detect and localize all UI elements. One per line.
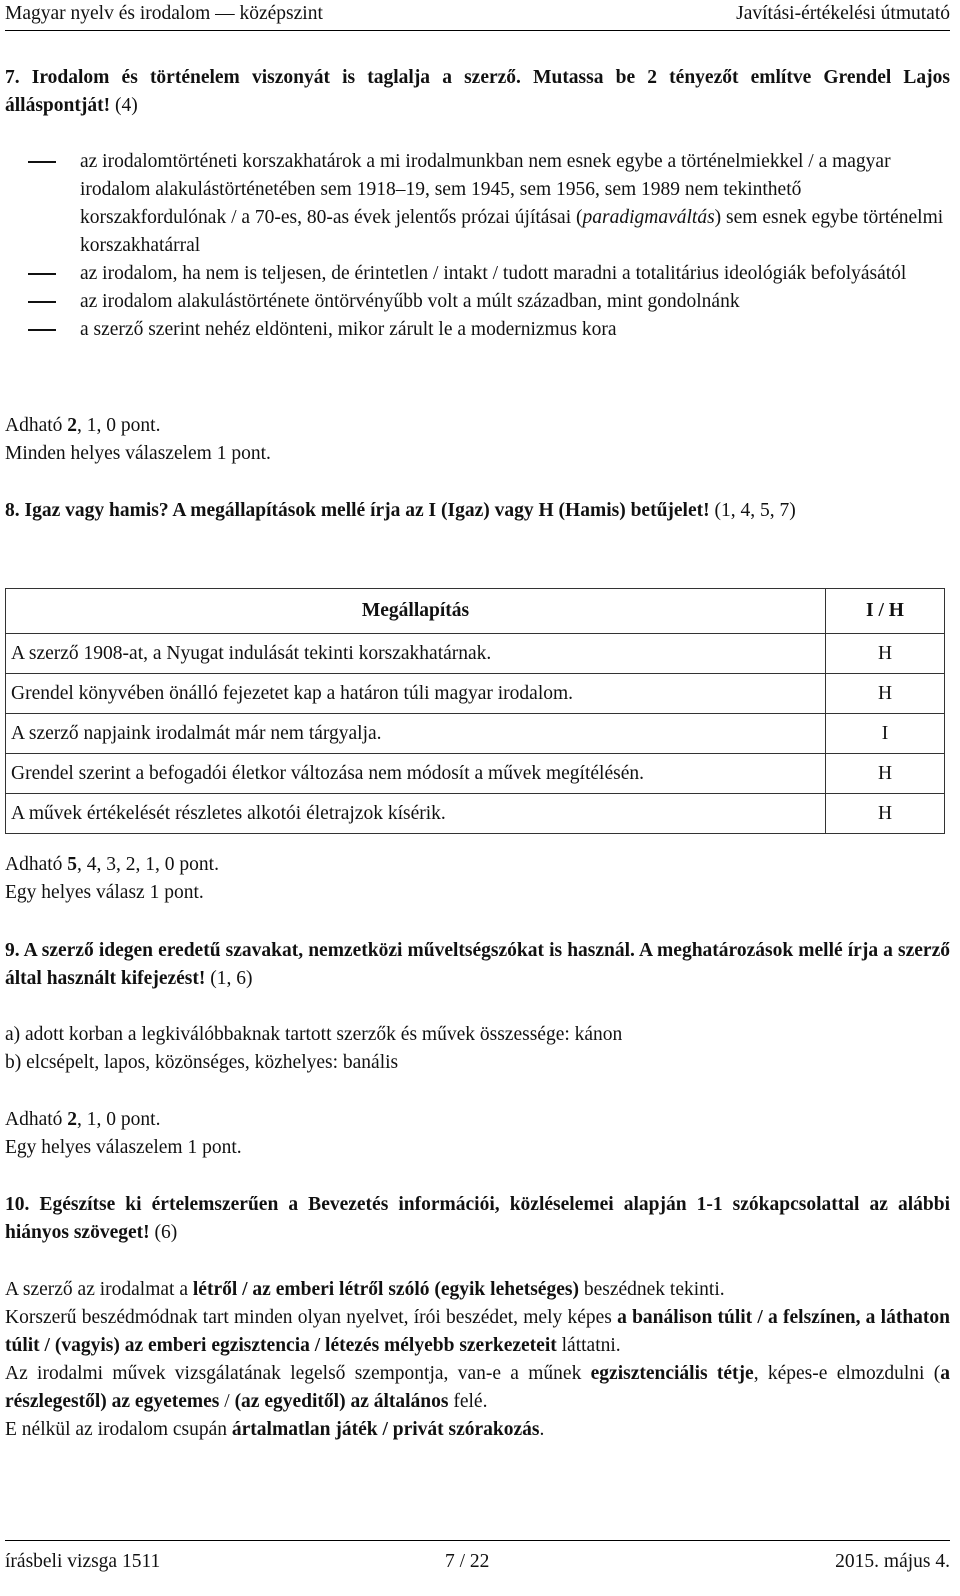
score-max: 2 <box>67 1109 78 1130</box>
document-page <box>5 0 955 1596</box>
statement-cell: A művek értékelését részletes alkotói életrajzok kísérik. <box>6 794 826 834</box>
score-suffix: , 1, 0 pont. <box>77 415 161 436</box>
q10-paragraph-3 <box>5 1360 950 1416</box>
score-prefix: Adható <box>5 854 68 875</box>
plain-text: láttatni. <box>556 1335 621 1356</box>
q9-title-text: 9. A szerző idegen eredetű szavakat, nemzetközi műveltségszókat is használ. A meghatározások mellé írja a szerző által használt kifejezést! <box>5 940 950 989</box>
score-prefix: Adható <box>5 1109 68 1130</box>
list-item <box>5 316 950 344</box>
dash-bullet-icon <box>28 161 56 163</box>
q10-title-text: 10. Egészítse ki értelemszerűen a Bevezetés információi, közléselemei alapján 1-1 szókapcsolattal az alábbi hiányos szöveget! <box>5 1194 950 1243</box>
table-row <box>6 794 945 834</box>
table-row <box>6 754 945 794</box>
score-max: 5 <box>67 854 78 875</box>
header-right: Javítási-értékelési útmutató <box>736 3 950 24</box>
score-max: 2 <box>67 415 78 436</box>
answer-cell: I <box>826 714 945 754</box>
footer-rule <box>5 1540 950 1541</box>
statement-cell: A szerző napjaink irodalmát már nem tárgyalja. <box>6 714 826 754</box>
table-row <box>6 674 945 714</box>
footer-date: 2015. május 4. <box>835 1551 950 1572</box>
col-statement-header: Megállapítás <box>6 589 826 634</box>
col-answer-header: I / H <box>826 589 945 634</box>
page-header <box>5 0 950 30</box>
q8-scoring-rule: Egy helyes válasz 1 pont. <box>5 882 204 903</box>
q8-title <box>5 497 950 525</box>
q8-score <box>5 851 950 879</box>
answer-cell: H <box>826 674 945 714</box>
statement-cell: Grendel szerint a befogadói életkor változása nem módosít a művek megítélésén. <box>6 754 826 794</box>
list-item <box>5 148 950 260</box>
score-prefix: Adható <box>5 415 68 436</box>
answer-text: a részlegestől) az egyetemes <box>5 1363 950 1412</box>
header-left: Magyar nyelv és irodalom — középszint <box>5 3 323 24</box>
score-suffix: , 1, 0 pont. <box>77 1109 161 1130</box>
bullet-text-end: ) sem esnek egybe történelmi korszakhatárral <box>80 207 944 256</box>
q9-answer-b: b) elcsépelt, lapos, közönséges, közhelyes: banális <box>5 1052 399 1073</box>
q10-paragraph-2 <box>5 1304 950 1360</box>
answer-text: egzisztenciális tétje <box>590 1363 754 1384</box>
q7-scoring-rule: Minden helyes válaszelem 1 pont. <box>5 443 271 464</box>
q10-paragraph-4 <box>5 1416 950 1444</box>
plain-text: felé. <box>448 1391 488 1412</box>
true-false-table <box>5 588 945 834</box>
q9-score <box>5 1106 950 1134</box>
answer-text: a banálison túlit / a felszínen, a láthaton túlit / (vagyis) az emberi egzisztencia / létezés mélyebb szerkezeteit <box>5 1307 950 1356</box>
q9-answer-a: a) adott korban a legkiválóbbaknak tartott szerzők és művek összessége: kánon <box>5 1024 623 1045</box>
bullet-text: a szerző szerint nehéz eldönteni, mikor zárult le a modernizmus kora <box>80 319 617 340</box>
statement-cell: Grendel könyvében önálló fejezetet kap a határon túli magyar irodalom. <box>6 674 826 714</box>
q7-title <box>5 64 950 120</box>
footer-page-number: 7 / 22 <box>445 1551 490 1572</box>
answer-text: létről / az emberi létről szóló (egyik lehetséges) <box>192 1279 579 1300</box>
plain-text: E nélkül az irodalom csupán <box>5 1419 232 1440</box>
answer-cell: H <box>826 754 945 794</box>
table-row <box>6 714 945 754</box>
plain-text: Az irodalmi művek vizsgálatának legelső szempontja, van-e a műnek <box>5 1363 591 1384</box>
q7-score <box>5 412 950 440</box>
bullet-italic: paradigmaváltás <box>582 207 715 228</box>
plain-text: beszédnek tekinti. <box>578 1279 725 1300</box>
q9-title <box>5 937 950 993</box>
answer-cell: H <box>826 794 945 834</box>
answer-cell: H <box>826 634 945 674</box>
plain-text: / <box>219 1391 235 1412</box>
q10-title <box>5 1191 950 1247</box>
list-item <box>5 288 950 316</box>
q10-paragraph-1 <box>5 1276 950 1304</box>
dash-bullet-icon <box>28 273 56 275</box>
answer-text: ártalmatlan játék / privát szórakozás <box>231 1419 540 1440</box>
page-footer <box>5 1540 950 1572</box>
q7-title-text: 7. Irodalom és történelem viszonyát is taglalja a szerző. Mutassa be 2 tényezőt említve Grendel Lajos álláspontját! <box>5 67 950 116</box>
plain-text: Korszerű beszédmódnak tart minden olyan nyelvet, írói beszédet, mely képes <box>5 1307 618 1328</box>
statement-cell: A szerző 1908-at, a Nyugat indulását tekinti korszakhatárnak. <box>6 634 826 674</box>
answer-text: (az egyeditől) az általános <box>234 1391 449 1412</box>
plain-text: , képes-e elmozdulni ( <box>753 1363 941 1384</box>
q8-title-text: 8. Igaz vagy hamis? A megállapítások mellé írja az I (Igaz) vagy H (Hamis) betűjelet! <box>5 500 710 521</box>
header-rule <box>5 30 950 31</box>
table-header-row <box>6 589 945 634</box>
bullet-text: az irodalom alakulástörténete öntörvényűbb volt a múlt században, mint gondolnánk <box>80 291 740 312</box>
score-suffix: , 4, 3, 2, 1, 0 pont. <box>77 854 219 875</box>
q10-points: (6) <box>149 1222 178 1243</box>
q7-points: (4) <box>110 95 138 116</box>
dash-bullet-icon <box>28 301 56 303</box>
q10-answer-text <box>5 1276 950 1444</box>
bullet-text: az irodalom, ha nem is teljesen, de érintetlen / intakt / tudott maradni a totalitárius ideológiák befolyásától <box>80 263 907 284</box>
plain-text: . <box>539 1419 545 1440</box>
bullet-text: az irodalomtörténeti korszakhatárok a mi irodalmunkban nem esnek egybe a történelmiekkel / a magyar irodalom alakulástörténetében sem 1918–19, sem 1945, sem 1956, sem 1989 nem tekinthető korszakfordulónak / a 70-es, 80-as évek jelentős prózai újításai ( <box>80 151 891 228</box>
dash-bullet-icon <box>28 329 56 331</box>
table-row <box>6 634 945 674</box>
q8-points: (1, 4, 5, 7) <box>709 500 796 521</box>
plain-text: A szerző az irodalmat a <box>5 1279 193 1300</box>
q9-scoring-rule: Egy helyes válaszelem 1 pont. <box>5 1137 242 1158</box>
footer-exam-code: írásbeli vizsga 1511 <box>5 1551 161 1572</box>
q7-bullet-list <box>5 148 950 344</box>
list-item <box>5 260 950 288</box>
q9-points: (1, 6) <box>205 968 253 989</box>
